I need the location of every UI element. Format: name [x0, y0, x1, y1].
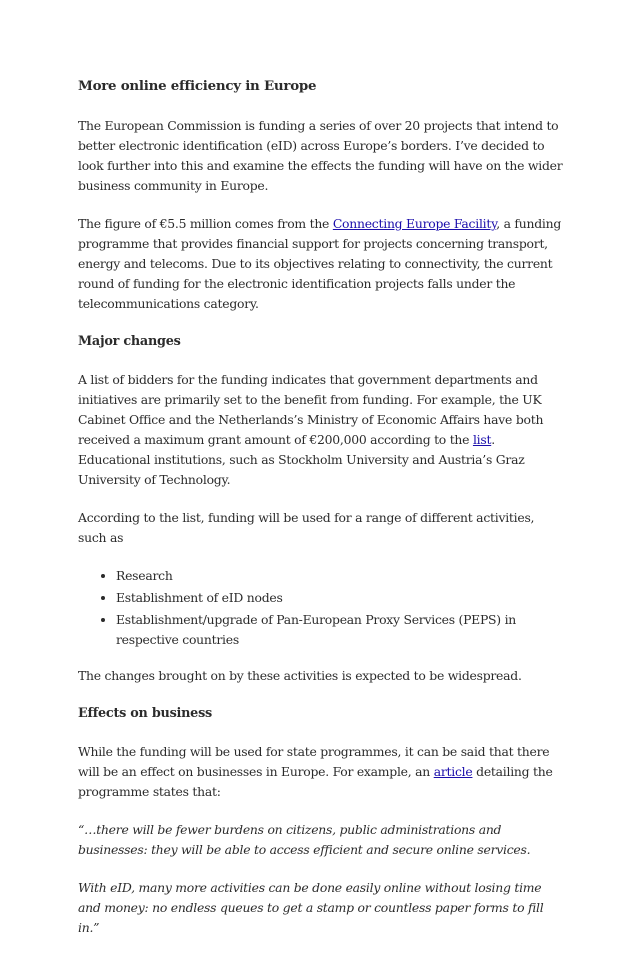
intro-paragraph: The European Commission is funding a series of over 20 projects that intend to better electronic identification (eID) across Europe’s borders. I’ve decided to look further into this and examine the effects the funding will have on the wider business community in Europe.: [78, 118, 563, 193]
funding-paragraph: [78, 214, 564, 314]
funding-text-before: The figure of €5.5 million comes from the: [78, 216, 333, 231]
effects-text-before: While the funding will be used for state programmes, it can be said that there will be an effect on businesses in Europe. For example, an: [78, 744, 550, 779]
bidders-paragraph: [78, 370, 564, 490]
major-changes-heading: Major changes: [78, 334, 181, 349]
list-item: • Research: [116, 566, 564, 586]
activities-intro-paragraph: According to the list, funding will be used for a range of different activities, such as: [78, 510, 535, 545]
list-item: • Establishment/upgrade of Pan-European Proxy Services (PEPS) in respective countries: [116, 610, 564, 650]
effects-heading: Effects on business: [78, 706, 212, 721]
document-page: [78, 76, 564, 956]
page-title: More online efficiency in Europe: [78, 78, 317, 94]
effects-text-after: detailing the programme states that:: [78, 764, 553, 799]
quote-paragraph-1: “…there will be fewer burdens on citizens, public administrations and businesses: they will be able to access efficient and secure online services.: [78, 822, 531, 857]
bidders-text-after: . Educational institutions, such as Stockholm University and Austria’s Graz University of Technology.: [78, 432, 525, 487]
list-link[interactable]: list: [472, 432, 492, 447]
changes-paragraph: The changes brought on by these activities is expected to be widespread.: [78, 668, 522, 683]
effects-paragraph: [78, 742, 564, 802]
bidders-text-before: A list of bidders for the funding indicates that government departments and initiatives are primarily set to the benefit from funding. For example, the UK Cabinet Office and the Netherlands’s Ministry of Economic Affairs have both received a maximum grant amount of €200,000 according to the: [78, 372, 544, 447]
activities-list: [78, 566, 564, 650]
funding-text-after: , a funding programme that provides financial support for projects concerning transport, energy and telecoms. Due to its objectives relating to connectivity, the current round of funding for the electronic identification projects falls under the telecommunications category.: [78, 216, 562, 311]
connecting-europe-facility-link[interactable]: Connecting Europe Facility: [332, 216, 497, 231]
quote-paragraph-2: With eID, many more activities can be done easily online without losing time and money: no endless queues to get a stamp or countless paper forms to fill in.”: [78, 880, 544, 935]
list-item: • Establishment of eID nodes: [116, 588, 564, 608]
article-link[interactable]: article: [433, 764, 473, 779]
